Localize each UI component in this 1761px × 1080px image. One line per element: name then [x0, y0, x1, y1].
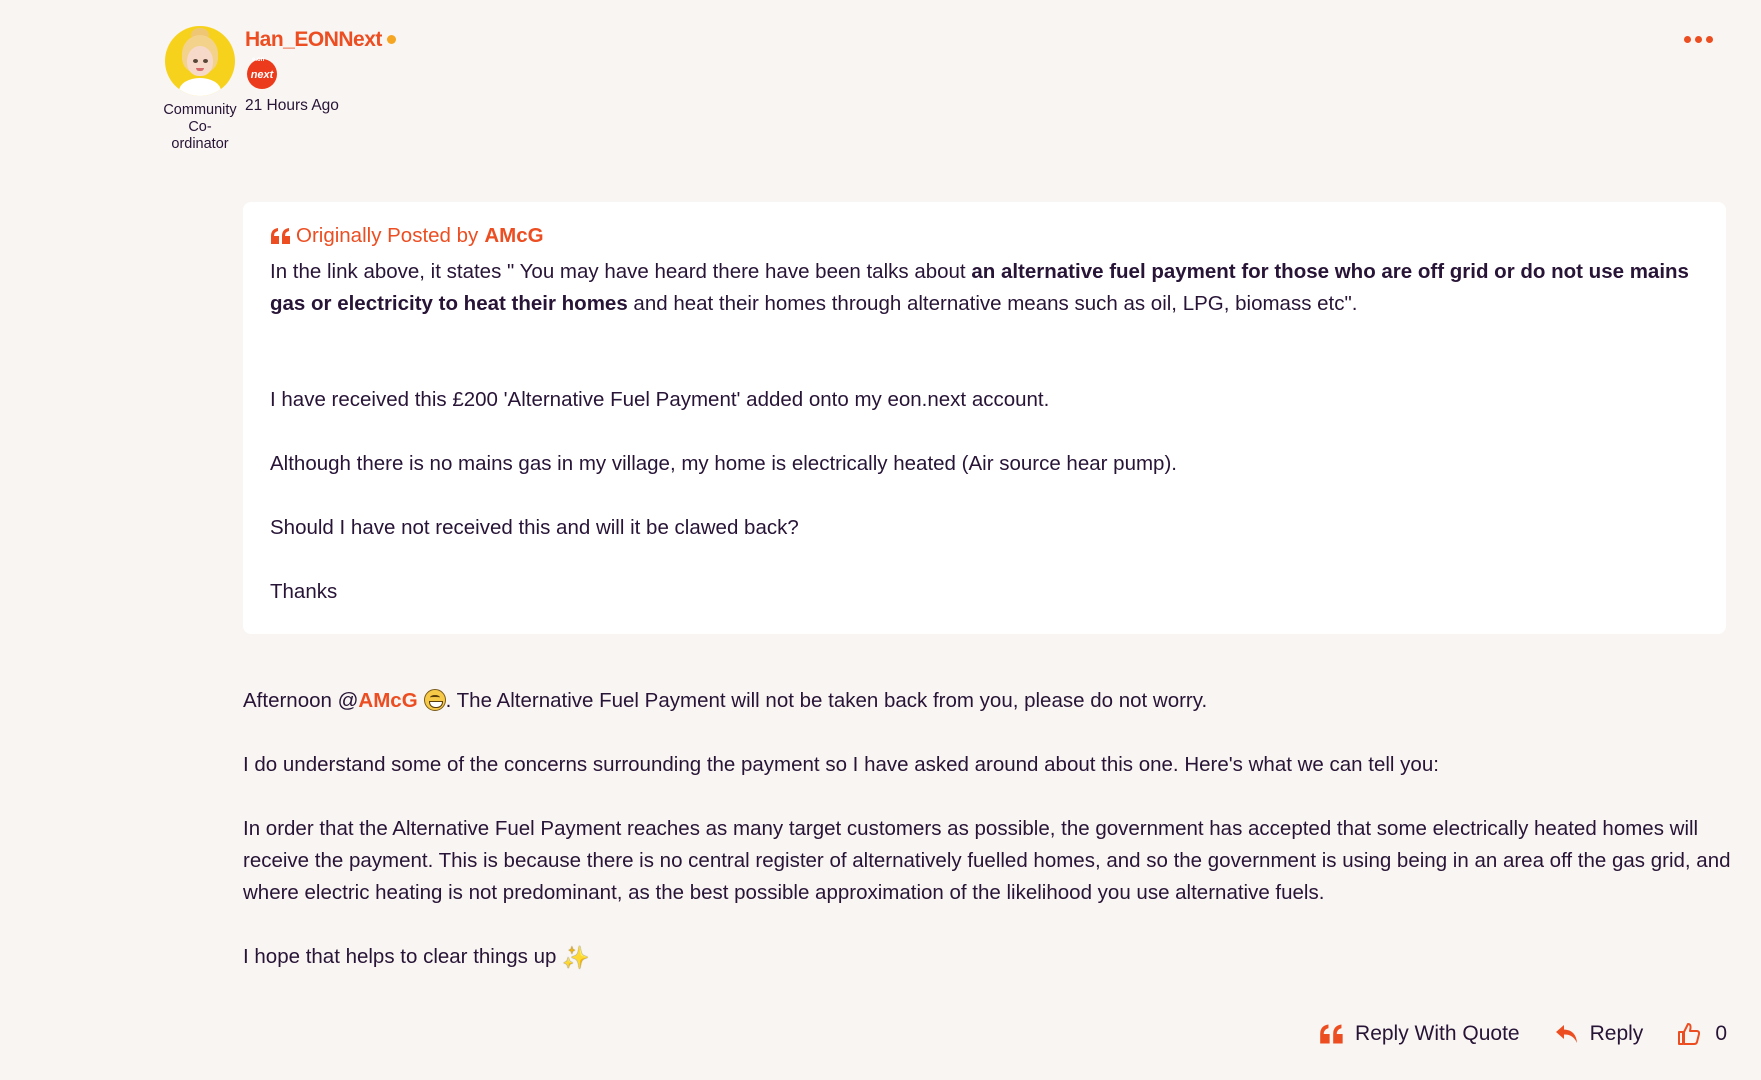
reply-text: I hope that helps to clear things up: [243, 945, 557, 968]
rank-badge-icon: [247, 59, 277, 89]
quote-bold-text: an alternative fuel payment for those who are off grid or do not use mains gas or electricity to heat their homes: [270, 260, 1689, 315]
quote-icon: [1319, 1023, 1345, 1045]
reply-with-quote-label: Reply With Quote: [1355, 1022, 1520, 1045]
reply-paragraph: [243, 941, 1733, 974]
grinning-face-icon: [424, 689, 446, 711]
quote-paragraph: Although there is no mains gas in my village, my home is electrically heated (Air source hear pump).: [270, 452, 1177, 475]
sparkles-icon: ✨: [562, 945, 590, 970]
reply-paragraph: I do understand some of the concerns surrounding the payment so I have asked around about this one. Here's what we can tell you:: [243, 753, 1439, 776]
quote-paragraph: I have received this £200 'Alternative Fuel Payment' added onto my eon.next account.: [270, 388, 1050, 411]
online-status-icon: [387, 35, 396, 44]
quote-body: [270, 256, 1699, 608]
quote-paragraph: Should I have not received this and will it be clawed back?: [270, 516, 799, 539]
rank-badge-small-text: e.on: [252, 57, 265, 63]
post-timestamp: 21 Hours Ago: [245, 97, 339, 114]
reply-text: . The Alternative Fuel Payment will not be taken back from you, please do not worry.: [445, 689, 1208, 712]
author-username[interactable]: Han_EONNext: [245, 28, 382, 51]
quote-icon: [270, 227, 292, 245]
user-mention-link[interactable]: AMcG: [358, 689, 418, 712]
reply-text: Afternoon @: [243, 689, 359, 712]
author-avatar-column: [160, 26, 240, 153]
options-dot: [1684, 36, 1691, 43]
quote-paragraph: [270, 256, 1699, 320]
quote-text: and heat their homes through alternative means such as oil, LPG, biomass etc".: [627, 292, 1358, 315]
reply-paragraph: [243, 685, 1733, 717]
kudos-count: 0: [1715, 1022, 1727, 1045]
reply-body: [243, 685, 1733, 974]
avatar-body: [179, 78, 221, 96]
avatar[interactable]: [165, 26, 235, 96]
quote-prefix: Originally Posted by: [296, 224, 479, 247]
quote-text: In the link above, it states " You may have heard there have been talks about: [270, 260, 972, 283]
options-dot: [1706, 36, 1713, 43]
quote-paragraph: Thanks: [270, 580, 338, 603]
quote-header: [270, 224, 1699, 248]
quoted-post: [243, 202, 1726, 634]
options-dot: [1695, 36, 1702, 43]
reply-button[interactable]: [1554, 1022, 1644, 1046]
avatar-eye-left: [193, 59, 198, 63]
avatar-eye-right: [203, 59, 208, 63]
reply-arrow-icon: [1554, 1023, 1580, 1045]
reply-label: Reply: [1589, 1022, 1644, 1045]
thumbs-up-icon: [1677, 1022, 1701, 1046]
reply-paragraph: In order that the Alternative Fuel Payment reaches as many target customers as possible, the government has accepted that some electrically heated homes will receive the payment. This is because there is no central register of alternatively fuelled homes, and so the government is using being in an area off the gas grid, and where electric heating is not predominant, as the best possible approximation of the likelihood you use alternative fuels.: [243, 817, 1731, 904]
rank-badge-text: next: [250, 69, 274, 81]
post-action-bar: [1319, 1022, 1727, 1046]
author-info: [245, 28, 396, 115]
author-role: Community Co-ordinator: [163, 102, 237, 152]
post-options-menu-icon[interactable]: [1684, 36, 1713, 43]
quote-author-link[interactable]: AMcG: [484, 224, 544, 247]
reply-with-quote-button[interactable]: [1319, 1022, 1520, 1046]
avatar-face: [187, 46, 213, 76]
kudos-button[interactable]: [1677, 1022, 1727, 1046]
